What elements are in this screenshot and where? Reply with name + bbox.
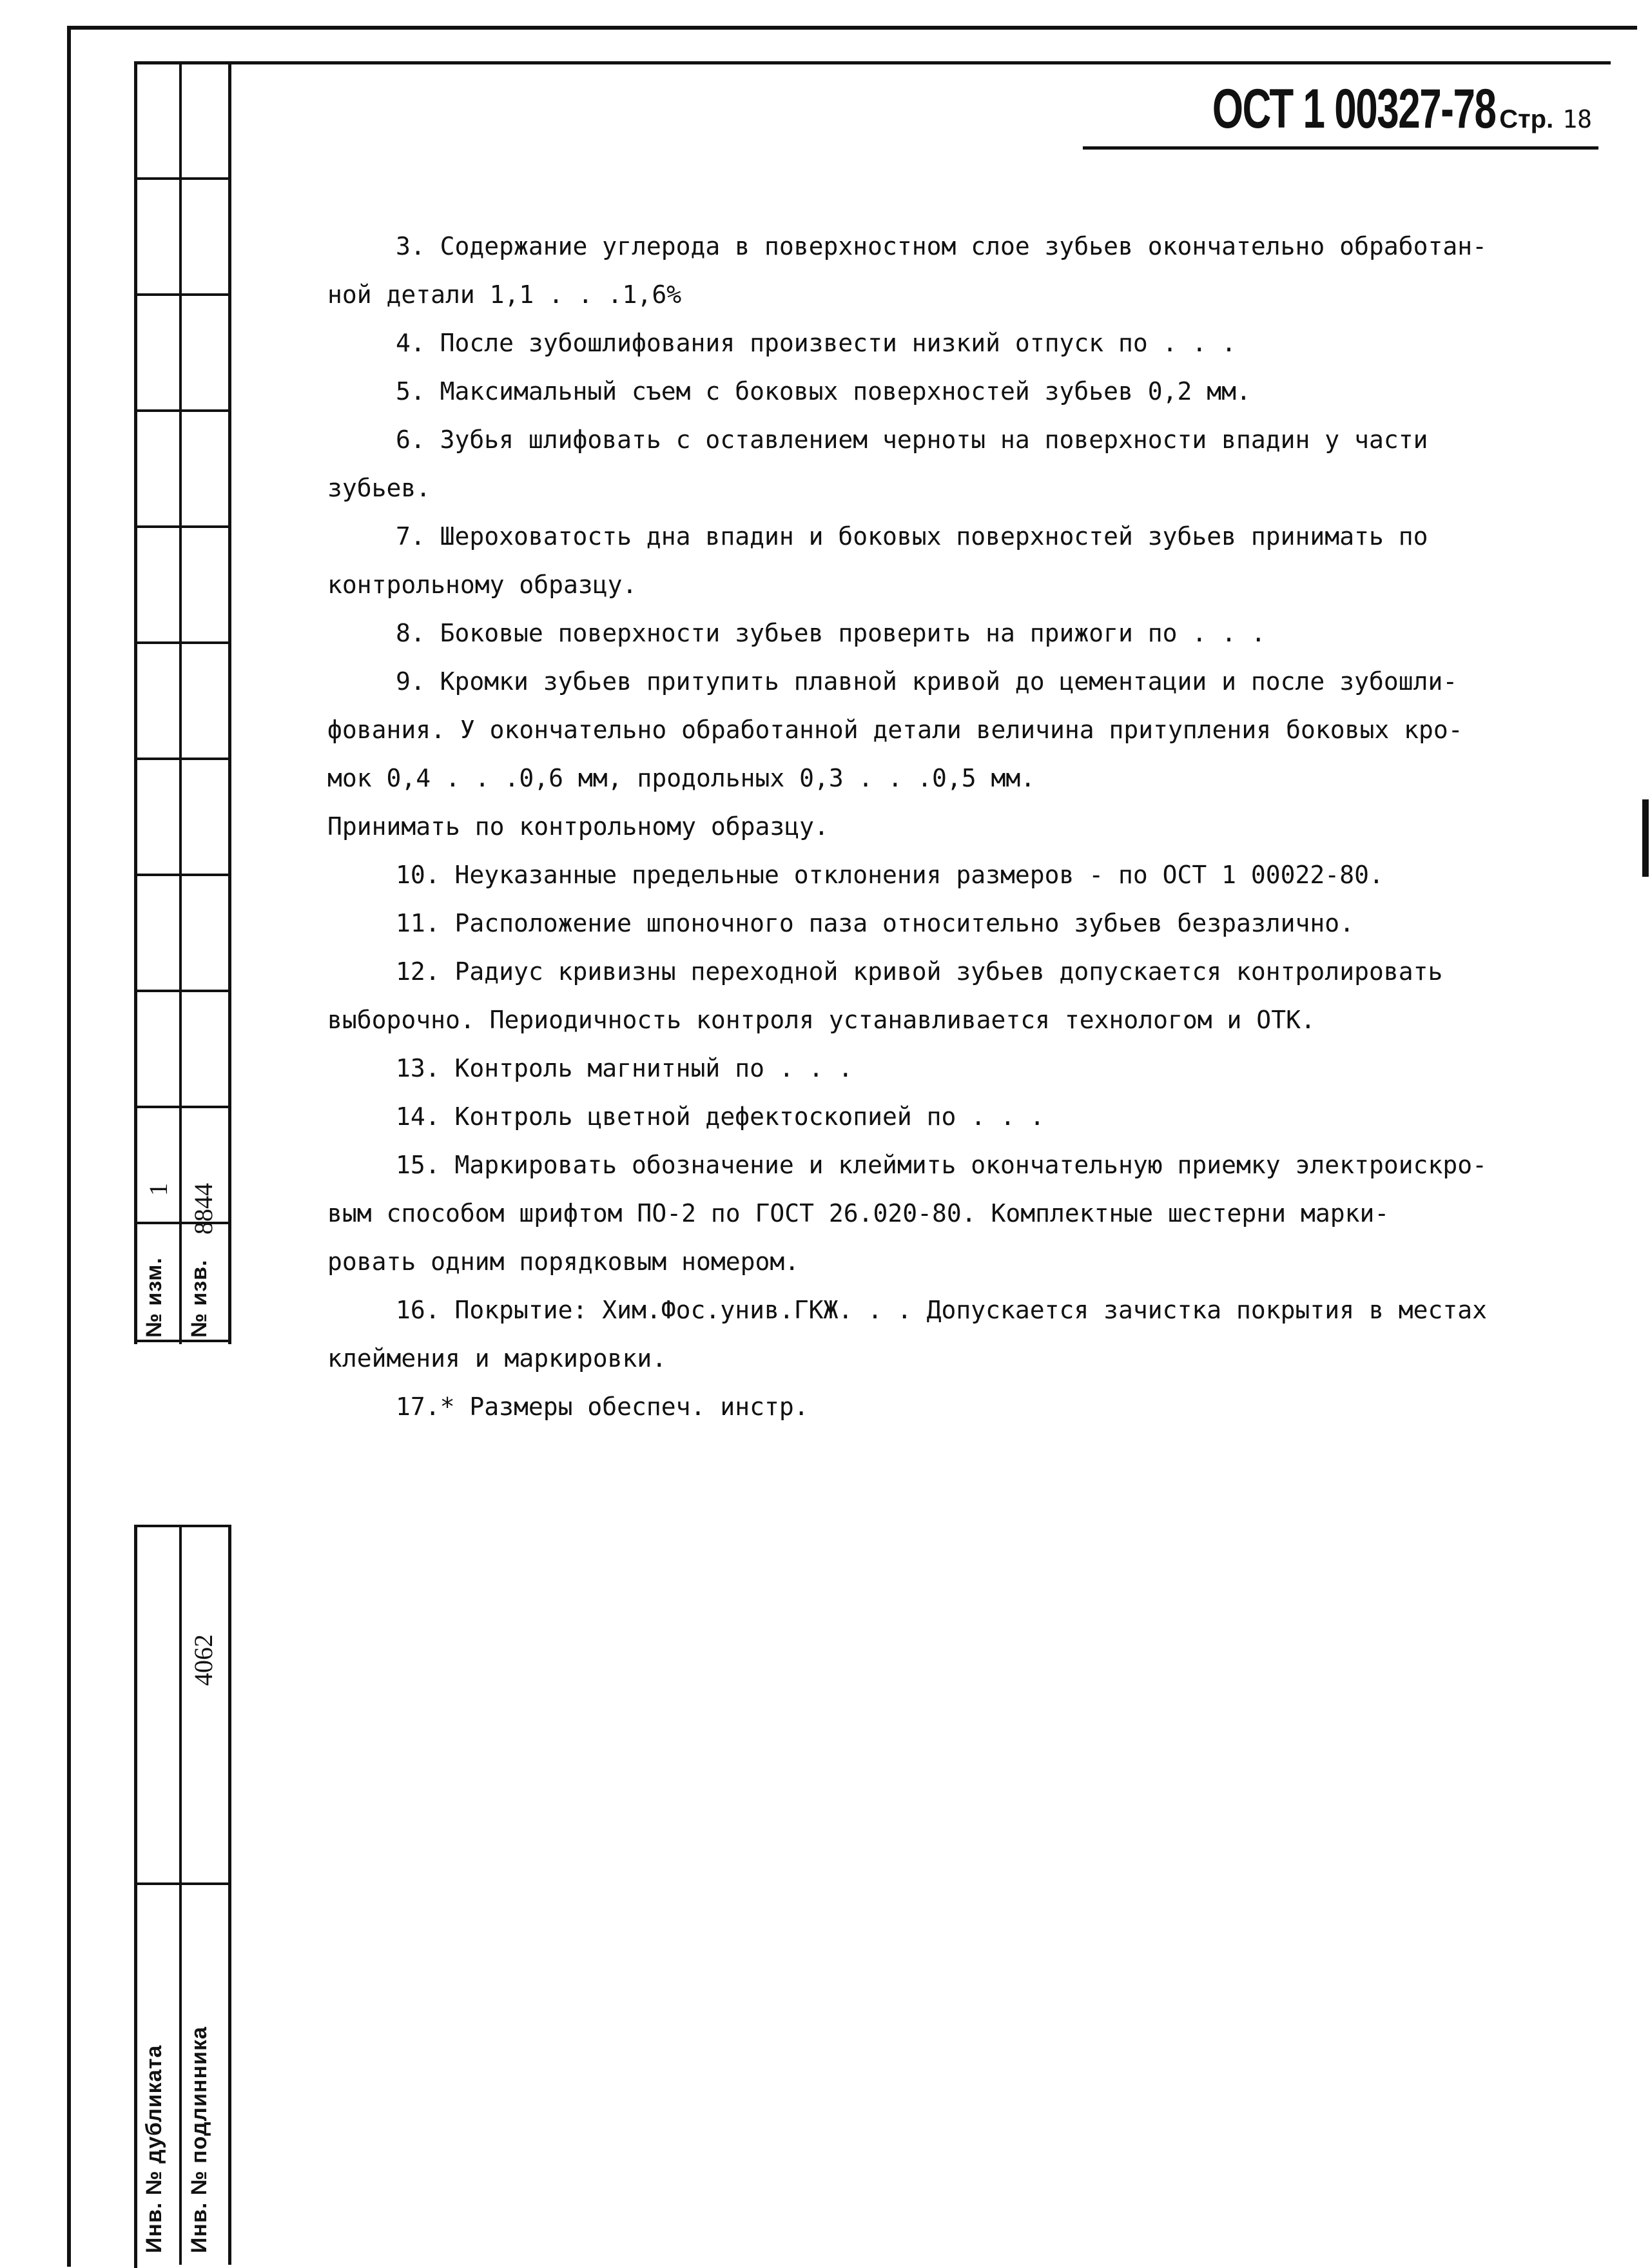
notice-no-label: № изв. (187, 1259, 211, 1338)
requirement-item (327, 1383, 1552, 1431)
document-header (1083, 77, 1598, 150)
requirement-first-line: 7. Шероховатость дна впадин и боковых поверхностей зубьев принимать по (396, 522, 1428, 551)
requirement-continuation-line: Принимать по контрольному образцу. (327, 812, 829, 841)
requirement-first-line: 15. Маркировать обозначение и клеймить окончательную приемку электроискро- (396, 1151, 1487, 1179)
requirement-item (327, 416, 1552, 513)
requirement-continuation-line: контрольному образцу. (327, 571, 637, 599)
revision-no-label: № изм. (142, 1257, 166, 1338)
requirement-item (327, 851, 1552, 899)
requirement-first-line: 3. Содержание углерода в поверхностном слое зубьев окончательно обработан- (396, 232, 1487, 260)
requirement-first-line: 9. Кромки зубьев притупить плавной кривой до цементации и после зубошли- (396, 667, 1458, 696)
requirement-item (327, 222, 1552, 319)
requirement-continuation-line: зубьев. (327, 474, 431, 502)
requirement-first-line: 16. Покрытие: Хим.Фос.унив.ГКЖ. . . Допускается зачистка покрытия в местах (396, 1296, 1487, 1324)
requirement-item (327, 948, 1552, 1044)
requirement-first-line: 13. Контроль магнитный по . . . (396, 1054, 853, 1082)
requirement-item (327, 899, 1552, 948)
requirement-continuation-line: фования. У окончательно обработанной детали величина притупления боковых кро- (327, 716, 1463, 744)
requirement-first-line: 10. Неуказанные предельные отклонения размеров - по ОСТ 1 00022-80. (396, 861, 1384, 889)
requirement-item (327, 609, 1552, 658)
requirement-continuation-line: ной детали 1,1 . . .1,6% (327, 280, 682, 309)
duplicate-inventory-label: Инв. № дубликата (142, 2044, 166, 2253)
requirement-first-line: 5. Максимальный съем с боковых поверхностей зубьев 0,2 мм. (396, 377, 1251, 406)
requirement-item (327, 1286, 1552, 1383)
edge-mark (1642, 799, 1649, 877)
requirement-item (327, 658, 1552, 851)
requirement-item (327, 319, 1552, 367)
requirement-continuation-line: клеймения и маркировки. (327, 1344, 667, 1373)
requirement-first-line: 4. После зубошлифования произвести низкий отпуск по . . . (396, 329, 1237, 357)
requirement-continuation-line: ровать одним порядковым номером. (327, 1247, 800, 1276)
requirement-first-line: 8. Боковые поверхности зубьев проверить на прижоги по . . . (396, 619, 1266, 647)
requirements-list (327, 222, 1552, 1431)
requirement-item (327, 513, 1552, 609)
revision-no-value: 1 (144, 1183, 173, 1196)
requirement-first-line: 14. Контроль цветной дефектоскопией по . . . (396, 1102, 1045, 1131)
requirement-item (327, 1093, 1552, 1141)
document-code: ОСТ 1 00327-78 (1212, 78, 1496, 140)
notice-no-value: 8844 (189, 1183, 218, 1235)
requirement-continuation-line: выборочно. Периодичность контроля устанавливается технологом и ОТК. (327, 1006, 1315, 1034)
requirement-first-line: 17.* Размеры обеспеч. инстр. (396, 1393, 809, 1421)
requirement-item (327, 1141, 1552, 1286)
requirement-item (327, 1044, 1552, 1093)
requirement-item (327, 367, 1552, 416)
requirement-continuation-line: вым способом шрифтом ПО-2 по ГОСТ 26.020-80. Комплектные шестерни марки- (327, 1199, 1390, 1227)
requirement-continuation-line: мок 0,4 . . .0,6 мм, продольных 0,3 . . .0,5 мм. (327, 764, 1036, 792)
original-inventory-value: 4062 (189, 1634, 218, 1686)
requirement-first-line: 11. Расположение шпоночного паза относительно зубьев безразлично. (396, 909, 1355, 937)
page-label: Стр. (1499, 105, 1554, 133)
requirement-first-line: 6. Зубья шлифовать с оставлением черноты на поверхности впадин у части (396, 425, 1428, 454)
original-inventory-label: Инв. № подлинника (187, 2026, 211, 2253)
requirement-first-line: 12. Радиус кривизны переходной кривой зубьев допускается контролировать (396, 957, 1443, 986)
side-stamp-strip (134, 61, 231, 2265)
page-number: 18 (1562, 105, 1592, 133)
